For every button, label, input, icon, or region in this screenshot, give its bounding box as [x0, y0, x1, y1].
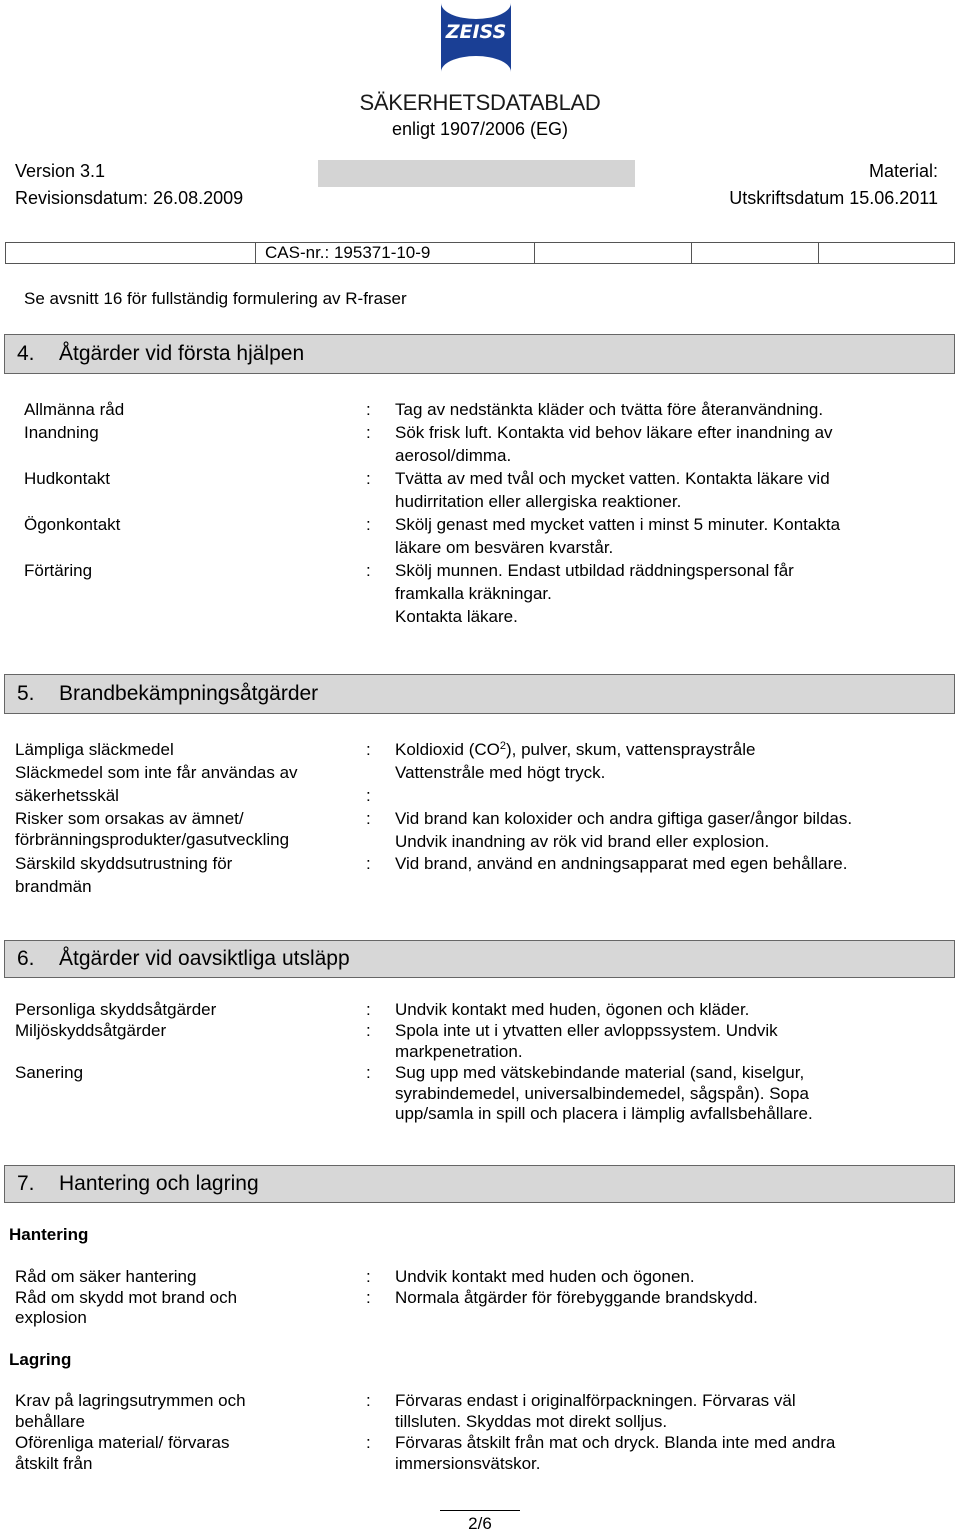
s7-label-fire-2: explosion — [15, 1308, 87, 1327]
logo-arc-bottom — [441, 56, 511, 72]
section-5-header — [4, 674, 955, 714]
s4-value-eye-1: Skölj genast med mycket vatten i minst 5 minuter. Kontakta — [395, 515, 841, 534]
page-number: 2/6 — [468, 1514, 492, 1533]
section-4-title: Åtgärder vid första hjälpen — [59, 342, 305, 365]
s5-colon: : — [366, 809, 371, 828]
cas-number: CAS-nr.: 195371-10-9 — [265, 243, 431, 262]
s4-value-eye-2: läkare om besvären kvarstår. — [395, 538, 614, 557]
version: Version 3.1 — [15, 161, 106, 181]
s4-value-skin-2: hudirritation eller allergiska reaktioner. — [395, 492, 682, 511]
cas-table — [5, 242, 955, 264]
s7-colon: : — [366, 1391, 371, 1410]
s4-label-skin: Hudkontakt — [24, 469, 110, 488]
s6-colon: : — [366, 1021, 371, 1040]
s4-label-inhalation: Inandning — [24, 423, 99, 442]
s7-colon: : — [366, 1433, 371, 1452]
s6-value-personal: Undvik kontakt med huden, ögonen och kläder. — [395, 1000, 750, 1019]
s7-value-storage-req-2: tillsluten. Skyddas mot direkt solljus. — [395, 1412, 668, 1431]
s4-colon: : — [366, 423, 371, 442]
s7-value-safe-handling: Undvik kontakt med huden och ögonen. — [395, 1267, 695, 1286]
s6-value-environment-1: Spola inte ut i ytvatten eller avloppssystem. Undvik — [395, 1021, 778, 1040]
s5-label-risks-2: förbränningsprodukter/gasutveckling — [15, 830, 290, 849]
section-6-title: Åtgärder vid oavsiktliga utsläpp — [59, 947, 350, 970]
s4-value-inhalation-2: aerosol/dimma. — [395, 446, 512, 465]
s7-subheading-storage: Lagring — [9, 1350, 72, 1369]
section-7-title: Hantering och lagring — [59, 1172, 259, 1195]
s6-value-cleanup-1: Sug upp med vätskebindande material (sand, kiselgur, — [395, 1063, 805, 1082]
s5-value-suitable: Koldioxid $(CO^2)$, pulver, skum, vattenspraystråle — [395, 740, 756, 759]
s4-colon: : — [366, 469, 371, 488]
s4-label-general: Allmänna råd — [24, 400, 125, 419]
s7-label-safe-handling: Råd om säker hantering — [15, 1267, 197, 1286]
s6-value-cleanup-2: syrabindemedel, universalbindemedel, sågspån). Sopa — [395, 1084, 809, 1103]
s7-label-storage-req-1: Krav på lagringsutrymmen och — [15, 1391, 246, 1410]
s7-label-incompatible-2: åtskilt från — [15, 1454, 93, 1473]
footer-rule — [440, 1510, 520, 1511]
s5-label-risks-1: Risker som orsakas av ämnet/ — [15, 809, 244, 828]
s5-colon: : — [366, 740, 371, 759]
section-7-header — [4, 1165, 955, 1203]
document-subtitle: enligt 1907/2006 (EG) — [391, 119, 569, 139]
r-phrase-note: Se avsnitt 16 för fullständig formulering av R-fraser — [24, 289, 407, 308]
s5-value-unsuitable: Vattenstråle med högt tryck. — [395, 763, 606, 782]
section-5-title: Brandbekämpningsåtgärder — [59, 682, 319, 705]
material-label: Material: — [868, 161, 938, 181]
s4-value-ingestion-2: framkalla kräkningar. — [395, 584, 552, 603]
s4-value-inhalation-1: Sök frisk luft. Kontakta vid behov läkare efter inandning av — [395, 423, 833, 442]
s6-label-cleanup: Sanering — [15, 1063, 84, 1082]
s4-colon: : — [366, 515, 371, 534]
s7-value-fire: Normala åtgärder för förebyggande brandskydd. — [395, 1288, 758, 1307]
s5-colon: : — [366, 786, 371, 805]
section-5-number: 5. — [17, 682, 35, 705]
s4-label-ingestion: Förtäring — [24, 561, 93, 580]
s4-colon: : — [366, 561, 371, 580]
s4-value-ingestion-3: Kontakta läkare. — [395, 607, 518, 626]
s7-label-incompatible-1: Oförenliga material/ förvaras — [15, 1433, 230, 1452]
s5-colon: : — [366, 854, 371, 873]
s6-value-cleanup-3: upp/samla in spill och placera i lämplig avfallsbehållare. — [395, 1104, 813, 1123]
logo-text: ZEISS — [445, 21, 507, 43]
s7-value-storage-req-1: Förvaras endast i originalförpackningen. Förvaras väl — [395, 1391, 796, 1410]
section-7-number: 7. — [17, 1172, 35, 1195]
section-6-header — [4, 940, 955, 978]
s5-value-equipment: Vid brand, använd en andningsapparat med egen behållare. — [395, 854, 848, 873]
section-4-header — [4, 334, 955, 374]
s5-label-equipment-1: Särskild skyddsutrustning för — [15, 854, 233, 873]
material-name-bar — [318, 160, 635, 187]
print-date: Utskriftsdatum 15.06.2011 — [729, 188, 938, 208]
s7-colon: : — [366, 1288, 371, 1307]
s7-colon: : — [366, 1267, 371, 1286]
s5-label-unsuitable-1: Släckmedel som inte får användas av — [15, 763, 298, 782]
document-title: SÄKERHETSDATABLAD — [359, 90, 601, 115]
revision-date: Revisionsdatum: 26.08.2009 — [15, 188, 244, 208]
s5-label-equipment-2: brandmän — [15, 877, 92, 896]
s7-label-fire-1: Råd om skydd mot brand och — [15, 1288, 238, 1307]
s5-label-suitable: Lämpliga släckmedel — [15, 740, 174, 759]
section-4-number: 4. — [17, 342, 35, 365]
s6-colon: : — [366, 1000, 371, 1019]
s7-value-incompatible-1: Förvaras åtskilt från mat och dryck. Blanda inte med andra — [395, 1433, 836, 1452]
zeiss-logo — [441, 3, 511, 72]
section-6-number: 6. — [17, 947, 35, 970]
s4-label-eye: Ögonkontakt — [24, 515, 121, 534]
s5-label-unsuitable-2: säkerhetsskäl — [15, 786, 119, 805]
s7-value-incompatible-2: immersionsvätskor. — [395, 1454, 541, 1473]
s5-value-risks-2: Undvik inandning av rök vid brand eller explosion. — [395, 832, 770, 851]
s7-subheading-handling: Hantering — [9, 1225, 89, 1244]
s5-value-risks-1: Vid brand kan koloxider och andra giftiga gaser/ångor bildas. — [395, 809, 853, 828]
s6-value-environment-2: markpenetration. — [395, 1042, 523, 1061]
s4-value-ingestion-1: Skölj munnen. Endast utbildad räddningspersonal får — [395, 561, 794, 580]
s6-colon: : — [366, 1063, 371, 1082]
s6-label-personal: Personliga skyddsåtgärder — [15, 1000, 217, 1019]
s4-value-skin-1: Tvätta av med tvål och mycket vatten. Kontakta läkare vid — [395, 469, 830, 488]
s7-label-storage-req-2: behållare — [15, 1412, 85, 1431]
s6-label-environment: Miljöskyddsåtgärder — [15, 1021, 167, 1040]
s4-value-general: Tag av nedstänkta kläder och tvätta före återanvändning. — [395, 400, 824, 419]
logo-arc-top — [441, 3, 511, 19]
s4-colon: : — [366, 400, 371, 419]
